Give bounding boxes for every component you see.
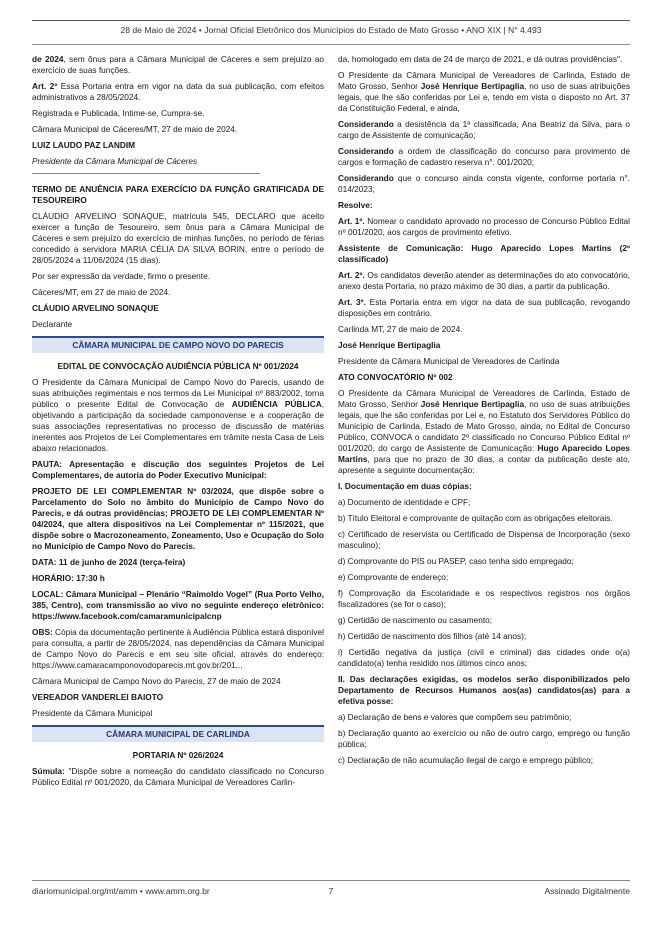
list-title: II. Das declarações exigidas, os modelos serão disponibilizados pelo Departamento de Recursos Humanos aos(as) candidatos(as) para a efetiva posse: <box>338 674 630 706</box>
bold-text: José Henrique Bertipaglia <box>420 81 525 91</box>
footer-rule <box>32 880 630 881</box>
appointee-line: Assistente de Comunicação: Hugo Aparecido Lopes Martins (2º classificado) <box>338 243 630 264</box>
article-number: Art. 2º. <box>338 270 365 280</box>
article-number: Art. 3º. <box>338 297 366 307</box>
list-item: g) Certidão de nascimento ou casamento; <box>338 615 493 625</box>
bold-text: AUDIÊNCIA PÚBLICA <box>231 399 322 409</box>
projetos: PROJETO DE LEI COMPLEMENTAR Nº 03/2024, que dispõe sobre o Parcelamento do Solo no âmbito do Município de Campo Novo do Parecis, e dá outras providências; PROJETO DE LEI COMPLEMENTAR Nº 04/2024, que altera dispositivos na Lei Complementar nº 115/2021, que dispõe sobre o Macrozoneamento, Zoneamento, Uso e Ocupação do Solo no Município de Campo Novo do Parecis. <box>32 486 324 551</box>
text: a desistência da 1ª classificada, Ana Beatriz da Silva, para o cargo de Assistente de comunicação; <box>338 119 630 140</box>
section-banner-campo-novo: CÂMARA MUNICIPAL DE CAMPO NOVO DO PARECIS <box>32 336 324 353</box>
text: que o concurso ainda consta vigente, conforme portaria n°. 014/2023; <box>338 173 630 194</box>
article-number: Art. 2º <box>32 81 58 91</box>
signature-name: LUIZ LAUDO PAZ LANDIM <box>32 140 136 150</box>
bold-text: Considerando <box>338 146 394 156</box>
paragraph <box>338 146 630 168</box>
text: Os candidatos deverão atender as determinações do ato convocatório, anexo desta Portaria, no prazo máximo de 30 dias, a partir da publicação. <box>338 270 631 291</box>
list-item: a) Documento de identidade e CPF; <box>338 497 471 507</box>
list-item: c) Declaração de não acumulação ilegal de cargo e emprego público; <box>338 755 594 765</box>
footer-signature-note: Assinado Digitalmente <box>544 886 630 896</box>
paragraph: da, homologado em data de 24 de março de 2021, e dá outras providências". <box>338 54 623 64</box>
bold-text: José Henrique Bertipaglia <box>420 399 525 409</box>
footer-site-link[interactable]: diariomunicipal.org/mt/amm • www.amm.org.br <box>32 886 210 896</box>
paragraph: Câmara Municipal de Campo Novo do Parecis, 27 de maio de 2024 <box>32 676 281 686</box>
paragraph: Por ser expressão da verdade, firmo o presente. <box>32 271 211 281</box>
list-item: b) Declaração quanto ao exercício ou não de outro cargo, emprego ou função pública; <box>338 728 630 749</box>
date-line: DATA: 11 de junho de 2024 (terça-feira) <box>32 557 186 567</box>
paragraph: Carlinda MT, 27 de maio de 2024. <box>338 324 463 334</box>
bold-text: Considerando <box>338 173 394 183</box>
signature-role: Presidente da Câmara Municipal <box>32 708 153 718</box>
location-line: LOCAL: Câmara Municipal – Plenário “Raimoldo Vogel” (Rua Porto Velho, 385, Centro), com transmissão ao vivo no seguinte endereço eletrônico: https://www.facebook.com/camaramunicipalcnp <box>32 589 324 621</box>
page-header: 28 de Maio de 2024 • Jornal Oficial Eletrônico dos Municípios do Estado de Mato Grosso • ANO XIX | N° 4.493 <box>120 25 542 35</box>
section-divider <box>32 173 260 174</box>
list-item: b) Título Eleitoral e comprovante de quitação com as obrigações eleitorais. <box>338 513 613 523</box>
paragraph <box>338 297 630 319</box>
paragraph <box>338 173 630 195</box>
text: , no uso de suas atribuições legais, que lhe são conferidas por Lei e, no Estatuto dos Servidores Público do Município de Carlinda, Estado de Mato Grosso, ainda, no Edital de Concurso Público, CONVOCA o candidato 2º classificado no Concurso Público Edital nº 001/2020, do cargo de Assistente de Comunicação: <box>338 399 630 453</box>
signature-name: VEREADOR VANDERLEI BAIOTO <box>32 692 164 702</box>
paragraph <box>338 388 630 476</box>
bold-text: Súmula: <box>32 766 65 776</box>
paragraph <box>338 216 630 238</box>
signature-name: José Henrique Bertipaglia <box>338 340 441 350</box>
bold-text: de 2024 <box>32 54 64 64</box>
list-item: f) Comprovação da Escolaridade e os respectivos registros nos órgãos fiscalizadores (se for o caso); <box>338 588 630 609</box>
paragraph <box>32 377 324 454</box>
paragraph: Câmara Municipal de Cáceres/MT, 27 de maio de 2024. <box>32 124 238 134</box>
text: O Presidente da Câmara Municipal de Campo Novo do Parecis, usando de suas atribuições regimentais e nos termos da Lei Municipal nº 883/2002, torna público o presente Edital de Convocação de <box>32 377 324 409</box>
left-column <box>32 54 324 793</box>
resolve-label: Resolve: <box>338 200 373 210</box>
text: "Dispõe sobre a nomeação do candidato classificado no Concurso Público Edital nº 001/2020, da Câmara Municipal de Vereadores Carlin- <box>32 766 324 787</box>
header-rule-top <box>32 20 630 21</box>
paragraph: Registrada e Publicada, Intime-se, Cumpra-se. <box>32 108 205 118</box>
list-item: c) Certificado de reservista ou Certificado de Dispensa de Incorporação (sexo masculino); <box>338 529 630 550</box>
document-title: ATO CONVOCATÓRIO Nº 002 <box>338 372 453 382</box>
text: a ordem de classificação do concurso para provimento de cargos e formação de cadastro reserva n°. 001/2020; <box>338 146 630 167</box>
list-item: a) Declaração de bens e valores que compõem seu patrimônio; <box>338 712 572 722</box>
text: , sem ônus para a Câmara Municipal de Cáceres e sem prejuízo ao exercício de suas funções. <box>32 54 324 75</box>
paragraph <box>338 119 630 141</box>
text: O Presidente da Câmara Municipal de Vereadores de Carlinda, Estado de Mato Grosso, Senhor <box>338 70 630 91</box>
signature-role: Presidente da Câmara Municipal de Vereadores de Carlinda <box>338 356 560 366</box>
text: Cópia da documentação pertinente à Audiência Pública estará disponível para consulta, a partir de 28/05/2024, nas dependências da Câmara Municipal de Campo Novo do Parecis e em seu site oficial, através do endereço: https://www.camaracamponovodoparecis.mt.gov.br/201... <box>32 627 324 670</box>
section-banner-carlinda: CÂMARA MUNICIPAL DE CARLINDA <box>32 725 324 742</box>
list-item: h) Certidão de nascimento dos filhos (até 14 anos); <box>338 631 527 641</box>
paragraph: CLÁUDIO ARVELINO SONAQUE, matrícula 545, DECLARO que aceito exercer a função de Tesoureiro, sem ônus para a Câmara Municipal de Cáceres e sem prejuízo do exercício de minhas funções, no período de férias concedido a servidora MARIA CÉLIA DA SILVA BORIN, entre o período de 28/05/2024 a 11/06/2024 (15 dias). <box>32 211 324 265</box>
signature-role: Declarante <box>32 319 73 329</box>
time-line: HORÁRIO: 17:30 h <box>32 573 105 583</box>
bold-text: Considerando <box>338 119 394 129</box>
right-column <box>338 54 630 771</box>
page-number: 7 <box>328 886 334 896</box>
paragraph: Cáceres/MT, em 27 de maio de 2024. <box>32 287 171 297</box>
header-rule-bottom <box>32 44 630 45</box>
text: Essa Portaria entra em vigor na data da sua publicação, com efeitos administrativos a 28/05/2024. <box>32 81 324 102</box>
signature-name: CLÁUDIO ARVELINO SONAQUE <box>32 303 159 313</box>
paragraph <box>338 70 630 114</box>
document-title: EDITAL DE CONVOCAÇÃO AUDIÊNCIA PÚBLICA Nº 001/2024 <box>57 361 299 371</box>
text: , para que no prazo de 30 dias, a contar da publicação deste ato, apresente a seguinte documentação: <box>338 454 630 475</box>
list-item: e) Comprovante de endereço; <box>338 572 449 582</box>
signature-role: Presidente da Câmara Municipal de Cáceres <box>32 156 198 166</box>
paragraph <box>32 766 324 788</box>
list-item: i) Certidão negativa da justiça (civil e criminal) das cidades onde o(a) candidato(a) tenha residido nos últimos cinco anos; <box>338 647 630 668</box>
bold-text: Hugo Aparecido Lopes Martins <box>338 443 630 464</box>
list-item: d) Comprovante do PIS ou PASEP, caso tenha sido empregado; <box>338 556 574 566</box>
paragraph <box>32 627 324 671</box>
pauta: PAUTA: Apresentação e discução dos seguintes Projetos de Lei Complementares, de autoria do Poder Executivo Municipal: <box>32 459 324 480</box>
document-title: PORTARIA Nº 026/2024 <box>132 750 224 760</box>
paragraph <box>32 54 324 76</box>
text: Nomear o candidato aprovado no processo de Concurso Público Edital nº 001/2020, aos cargos de provimento efetivo. <box>338 216 630 237</box>
text: , no uso de suas atribuições legais, que lhe são conferidas por Lei e, tendo em vista o disposto no Art. 37 da Constituição Federal, e ainda, <box>338 81 630 113</box>
text: , objetivando a participação da sociedade camponovense e a cooperação de suas associações representativas no processo de discussão de matérias inerentes aos Projetos de Lei Complementares em trâmite nesta Casa de Leis abaixo relacionados. <box>32 399 325 453</box>
paragraph <box>338 270 630 292</box>
bold-text: OBS: <box>32 627 53 637</box>
list-title: I. Documentação em duas cópias: <box>338 481 472 491</box>
paragraph <box>32 81 324 103</box>
section-title: TERMO DE ANUÊNCIA PARA EXERCÍCIO DA FUNÇÃO GRATIFICADA DE TESOUREIRO <box>32 184 324 205</box>
text: O Presidente da Câmara Municipal de Vereadores de Carlinda, Estado de Mato Grosso, Senhor <box>338 388 630 409</box>
text: Esta Portaria entra em vigor na data de sua publicação, revogando disposições em contrário. <box>338 297 630 318</box>
article-number: Art. 1º. <box>338 216 365 226</box>
